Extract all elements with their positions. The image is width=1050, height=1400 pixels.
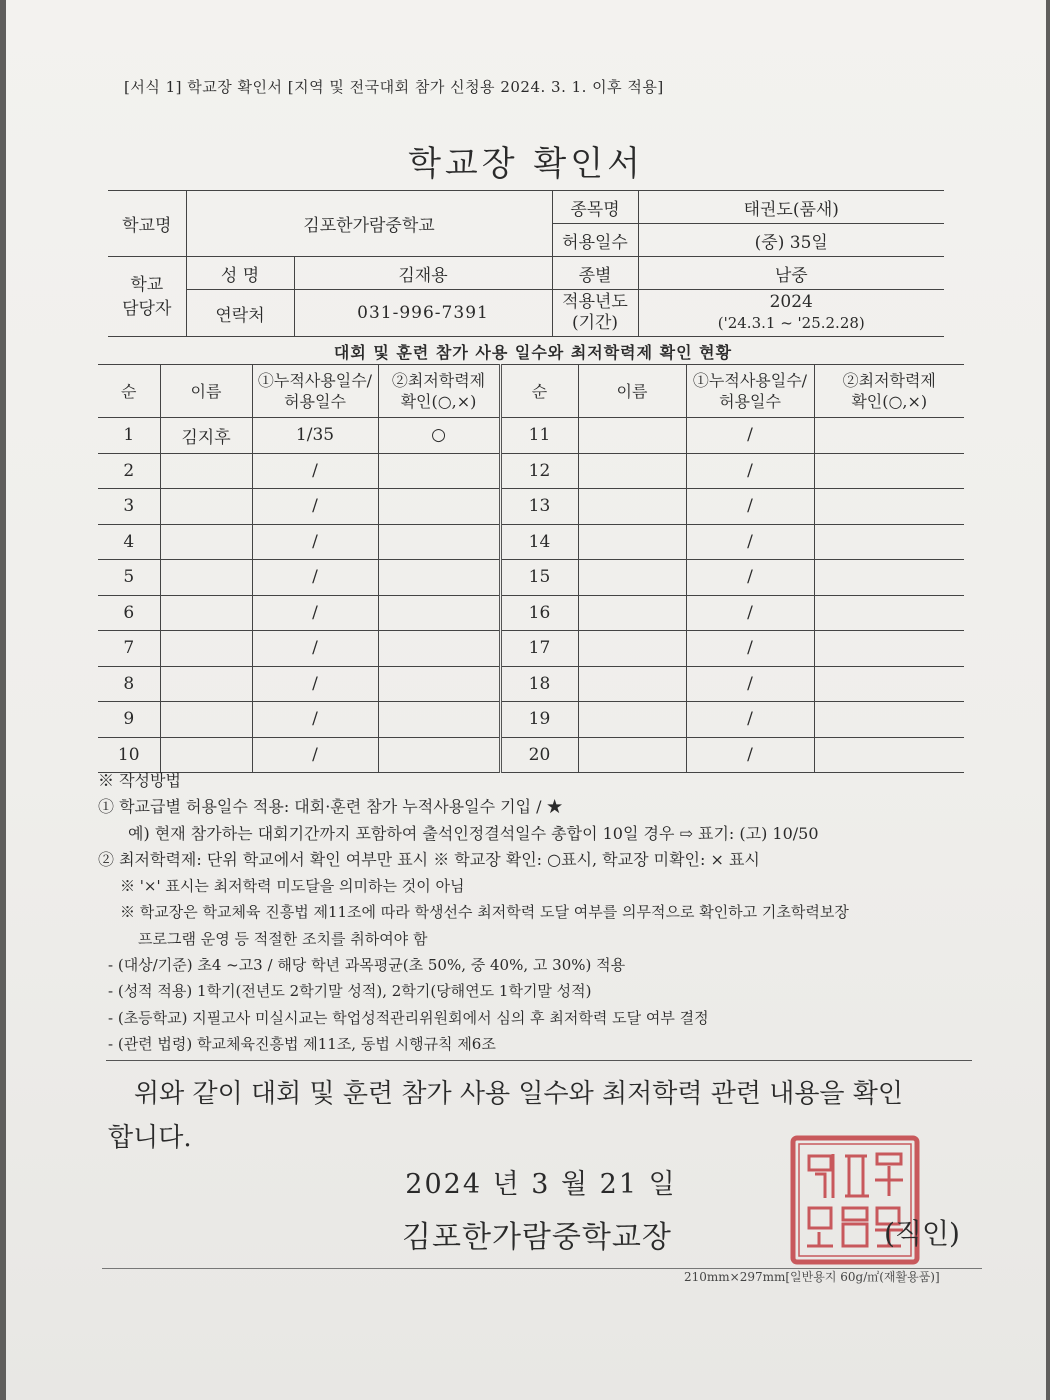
row-no: 16 [500, 595, 578, 631]
row-name [578, 453, 686, 489]
contact-value: 031-996-7391 [294, 290, 552, 337]
row-days: / [252, 666, 378, 702]
header-days-2: ①누적사용일수/ 허용일수 [686, 365, 814, 418]
row-days: / [686, 631, 814, 667]
row-name [578, 560, 686, 596]
row-check [814, 631, 964, 667]
row-days: / [252, 560, 378, 596]
row-days: / [686, 453, 814, 489]
confirmation-line-2: 합니다. [108, 1123, 192, 1153]
table-row [98, 524, 964, 560]
row-check [814, 524, 964, 560]
header-days: ①누적사용일수/ 허용일수 [252, 365, 378, 418]
row-days: / [252, 524, 378, 560]
row-check [378, 702, 500, 738]
row-name [578, 702, 686, 738]
row-no: 19 [500, 702, 578, 738]
row-name [578, 631, 686, 667]
row-no: 17 [500, 631, 578, 667]
name-value: 김재용 [294, 257, 552, 290]
name-label: 성 명 [186, 257, 294, 290]
event-label: 종목명 [552, 191, 638, 224]
row-days: / [686, 737, 814, 773]
table-row [98, 631, 964, 667]
table-row [98, 489, 964, 525]
row-no: 5 [98, 560, 160, 596]
note-1-example: 예) 현재 참가하는 대회기간까지 포함하여 출석인정결석일수 총합이 10일 경우 ⇨ 표기: (고) 10/50 [128, 823, 819, 843]
notes-heading: ※ 작성방법 [98, 771, 181, 790]
row-name [160, 702, 252, 738]
row-name [578, 418, 686, 454]
type-value: 남중 [638, 257, 944, 290]
row-days: / [252, 737, 378, 773]
writing-instructions [98, 768, 978, 1057]
row-name [160, 524, 252, 560]
event-value: 태권도(품새) [638, 191, 944, 224]
row-name [578, 524, 686, 560]
row-name [160, 560, 252, 596]
row-days: / [686, 560, 814, 596]
form-header: [서식 1] 학교장 확인서 [지역 및 전국대회 참가 신청용 2024. 3. 1. 이후 적용] [124, 78, 664, 96]
row-name [160, 453, 252, 489]
table-row [98, 702, 964, 738]
participation-rows [98, 418, 964, 773]
row-check [378, 666, 500, 702]
section-title: 대회 및 훈련 참가 사용 일수와 최저학력제 확인 현황 [333, 343, 733, 362]
row-check: ○ [378, 418, 500, 454]
row-check [378, 595, 500, 631]
row-days: / [252, 631, 378, 667]
header-no: 순 [98, 365, 160, 418]
table-row [98, 418, 964, 454]
row-check [814, 666, 964, 702]
row-days: / [686, 702, 814, 738]
row-no: 8 [98, 666, 160, 702]
row-name: 김지후 [160, 418, 252, 454]
allowed-days-label: 허용일수 [552, 224, 638, 257]
paper-spec-footer: 210mm×297mm[일반용지 60g/㎡(재활용품)] [684, 1270, 940, 1284]
type-label: 종별 [552, 257, 638, 290]
row-no: 13 [500, 489, 578, 525]
row-no: 2 [98, 453, 160, 489]
row-name [578, 489, 686, 525]
row-days: 1/35 [252, 418, 378, 454]
row-check [814, 489, 964, 525]
note-dash-1: - (대상/기준) 초4 ~고3 / 해당 학년 과목평균(초 50%, 중 40%, 고 30%) 적용 [108, 956, 626, 975]
note-2-c: 프로그램 운영 등 적절한 조치를 취하여야 함 [138, 929, 428, 948]
note-1: ① 학교급별 허용일수 적용: 대회·훈련 참가 누적사용일수 기입 / ★ [98, 797, 563, 817]
note-2: ② 최저학력제: 단위 학교에서 확인 여부만 표시 ※ 학교장 확인: ○표시, 학교장 미확인: × 표시 [98, 849, 760, 869]
table-row [98, 595, 964, 631]
row-no: 1 [98, 418, 160, 454]
note-dash-3: - (초등학교) 지필고사 미실시교는 학업성적관리위원회에서 심의 후 최저학력 도달 여부 결정 [108, 1008, 709, 1027]
table-row [98, 666, 964, 702]
year-value: 2024 [769, 292, 813, 312]
row-name [160, 631, 252, 667]
row-days: / [686, 524, 814, 560]
table-row [98, 560, 964, 596]
seal-label: (직인) [884, 1217, 960, 1250]
row-no: 14 [500, 524, 578, 560]
row-days: / [686, 595, 814, 631]
row-days: / [686, 418, 814, 454]
row-check [814, 453, 964, 489]
row-no: 12 [500, 453, 578, 489]
row-name [160, 666, 252, 702]
page-title: 학교장 확인서 [408, 144, 644, 184]
school-label: 학교명 [108, 191, 186, 257]
row-name [160, 489, 252, 525]
row-check [378, 560, 500, 596]
row-check [378, 489, 500, 525]
row-no: 20 [500, 737, 578, 773]
row-no: 18 [500, 666, 578, 702]
table-row [98, 453, 964, 489]
row-check [814, 418, 964, 454]
row-name [578, 666, 686, 702]
row-days: / [252, 595, 378, 631]
row-name [578, 595, 686, 631]
document-sheet [6, 0, 1046, 1400]
header-check: ②최저학력제 확인(○,×) [378, 365, 500, 418]
school-info-table [108, 190, 944, 337]
header-name-2: 이름 [578, 365, 686, 418]
row-check [814, 702, 964, 738]
row-no: 4 [98, 524, 160, 560]
row-check [378, 524, 500, 560]
participation-table [98, 364, 964, 773]
row-no: 7 [98, 631, 160, 667]
row-days: / [686, 489, 814, 525]
row-days: / [252, 453, 378, 489]
row-days: / [252, 489, 378, 525]
header-no-2: 순 [500, 365, 578, 418]
divider [106, 1060, 972, 1061]
period-value: ('24.3.1 ~ '25.2.28) [717, 314, 865, 332]
row-days: / [252, 702, 378, 738]
note-2-b: ※ 학교장은 학교체육 진흥법 제11조에 따라 학생선수 최저학력 도달 여부를 의무적으로 확인하고 기초학력보장 [120, 903, 849, 922]
note-dash-4: - (관련 법령) 학교체육진흥법 제11조, 동법 시행규칙 제6조 [108, 1034, 496, 1053]
row-check [814, 595, 964, 631]
row-name [160, 595, 252, 631]
row-no: 6 [98, 595, 160, 631]
confirmation-line-1: 위와 같이 대회 및 훈련 참가 사용 일수와 최저학력 관련 내용을 확인 [134, 1079, 904, 1109]
year-label: 적용년도 (기간) [552, 290, 638, 337]
row-check [814, 560, 964, 596]
school-name: 김포한가람중학교 [186, 191, 552, 257]
issue-date: 2024 년 3 월 21 일 [405, 1169, 677, 1200]
row-check [378, 453, 500, 489]
year-cell [638, 290, 944, 337]
principal-signature: 김포한가람중학교장 [402, 1220, 672, 1255]
row-check [378, 631, 500, 667]
header-check-2: ②최저학력제 확인(○,×) [814, 365, 964, 418]
row-no: 9 [98, 702, 160, 738]
note-dash-2: - (성적 적용) 1학기(전년도 2학기말 성적), 2학기(당해연도 1학기말 성적) [108, 982, 592, 1001]
contact-label: 연락처 [186, 290, 294, 337]
row-no: 10 [98, 737, 160, 773]
row-no: 15 [500, 560, 578, 596]
row-no: 11 [500, 418, 578, 454]
header-name: 이름 [160, 365, 252, 418]
manager-label: 학교 담당자 [108, 257, 186, 337]
row-no: 3 [98, 489, 160, 525]
row-days: / [686, 666, 814, 702]
note-2-a: ※ '×' 표시는 최저학력 미도달을 의미하는 것이 아님 [120, 877, 465, 896]
allowed-days-value: (중) 35일 [638, 224, 944, 257]
